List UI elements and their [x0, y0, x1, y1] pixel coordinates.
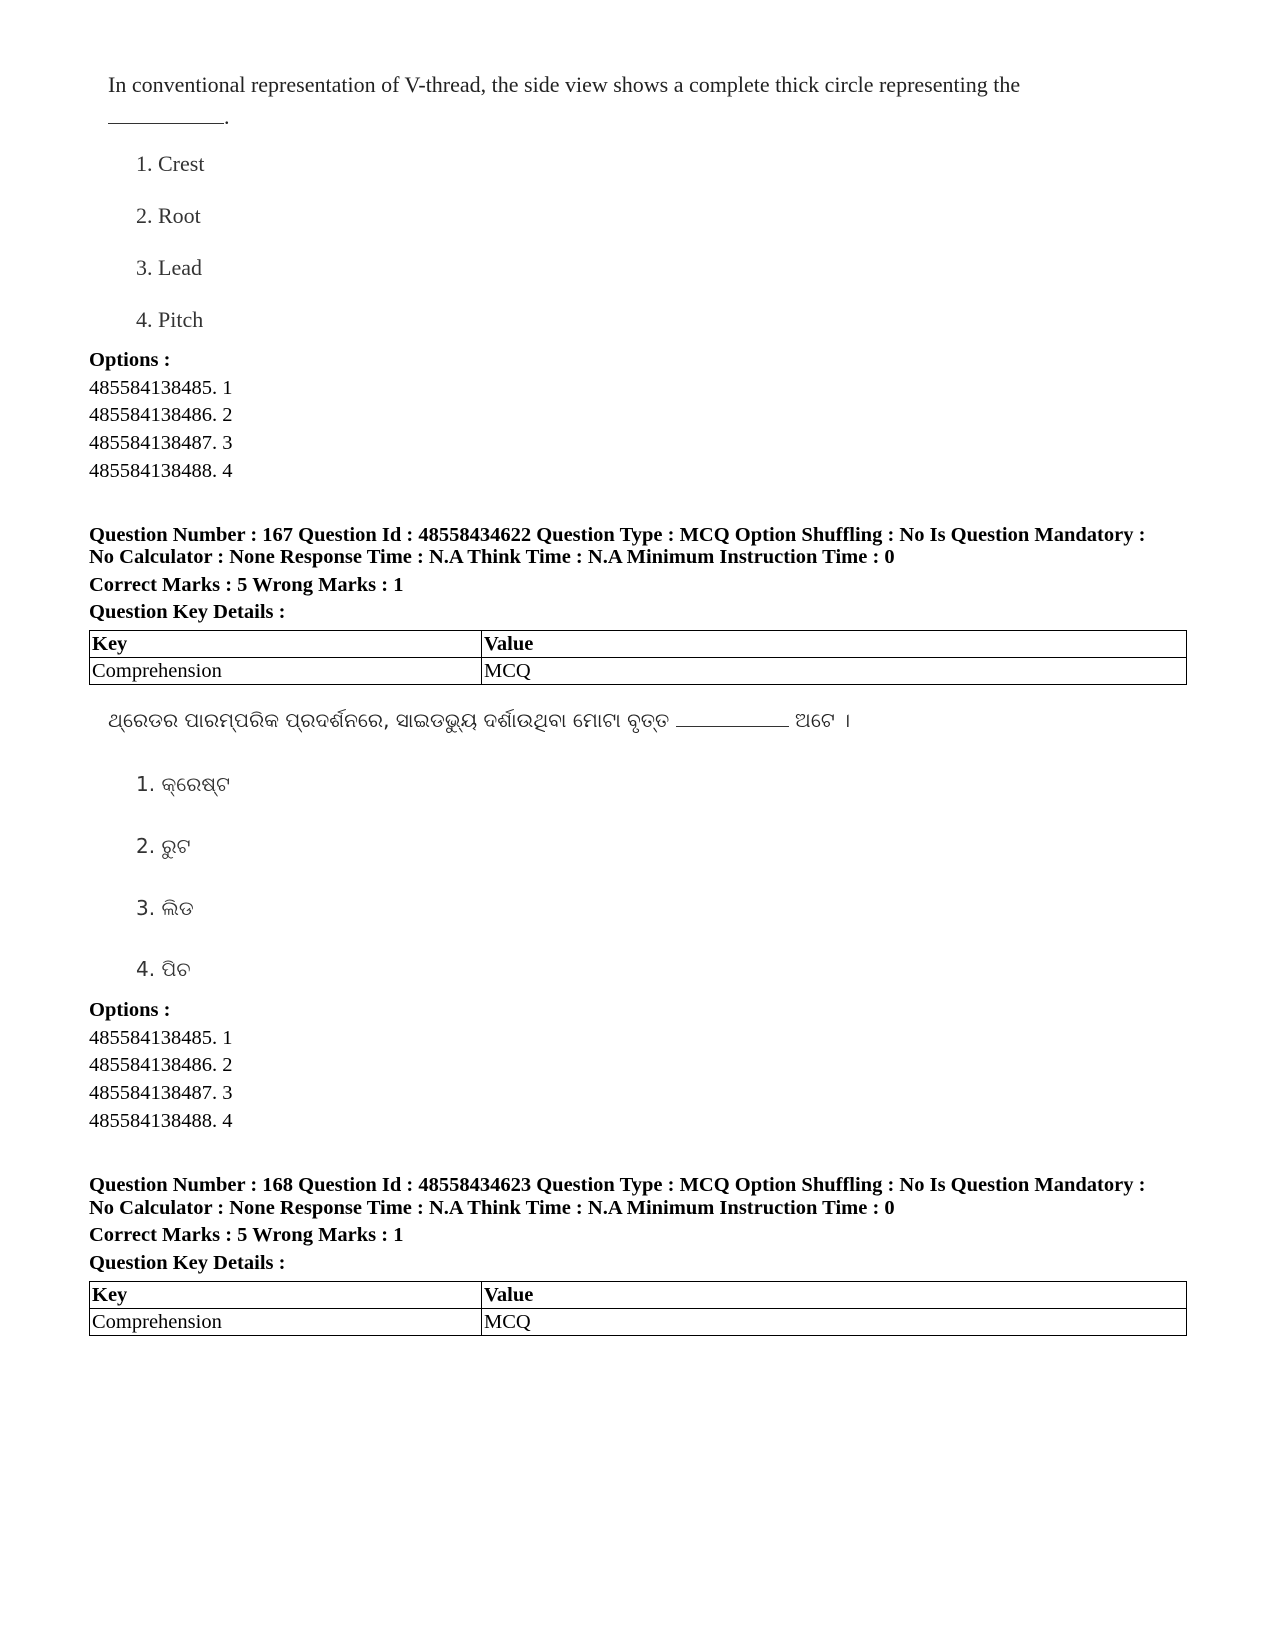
choice-item: 4. ପିଚ — [136, 957, 191, 981]
choice-item: 1. Crest — [136, 151, 205, 176]
choice-item: 3. Lead — [136, 255, 202, 280]
question-odia-main: ଥ୍ରେଡର ପାରମ୍ପରିକ ପ୍ରଦର୍ଶନରେ, ସାଇଡଭ୍ୟୁ ଦର୍ଶାଉଥିବା ମୋଟା ବୃତ୍ତ — [108, 708, 670, 732]
key-value-table — [89, 630, 1187, 685]
table-cell-key: Comprehension — [90, 658, 482, 685]
table-cell-value: MCQ — [482, 1309, 1187, 1336]
choice-item: 3. ଲିଡ — [136, 896, 194, 920]
question-blank-line — [108, 104, 230, 130]
question-meta-line: Question Number : 168 Question Id : 48558434623 Question Type : MCQ Option Shuffling : No Is Question Mandatory : — [89, 1174, 1146, 1196]
choice-item: 2. ରୁଟ — [136, 834, 191, 858]
marks-line: Correct Marks : 5 Wrong Marks : 1 — [89, 1224, 404, 1246]
option-id-line: 485584138487. 3 — [89, 1082, 233, 1104]
option-id-line: 485584138486. 2 — [89, 1054, 233, 1076]
table-header-row — [90, 631, 1187, 658]
question-meta-line: Question Number : 167 Question Id : 48558434622 Question Type : MCQ Option Shuffling : No Is Question Mandatory : — [89, 524, 1146, 546]
key-details-label: Question Key Details : — [89, 1252, 286, 1274]
option-id-line: 485584138486. 2 — [89, 404, 233, 426]
answer-blank — [108, 105, 224, 124]
option-id-line: 485584138488. 4 — [89, 460, 233, 482]
table-header-key: Key — [90, 1282, 482, 1309]
question-odia-end: ଅଟେ । — [795, 708, 851, 732]
question-text: In conventional representation of V-thread, the side view shows a complete thick circle representing the — [108, 72, 1021, 97]
table-cell-value: MCQ — [482, 658, 1187, 685]
choice-item: 1. କ୍ରେଷ୍ଟ — [136, 772, 231, 796]
key-details-label: Question Key Details : — [89, 601, 286, 623]
question-end: . — [224, 104, 230, 129]
table-row — [90, 658, 1187, 685]
options-label: Options : — [89, 999, 171, 1021]
choice-item: 2. Root — [136, 203, 201, 228]
table-header-value: Value — [482, 1282, 1187, 1309]
option-id-line: 485584138488. 4 — [89, 1110, 233, 1132]
table-header-row — [90, 1282, 1187, 1309]
table-row — [90, 1309, 1187, 1336]
table-header-key: Key — [90, 631, 482, 658]
question-meta-line: No Calculator : None Response Time : N.A Think Time : N.A Minimum Instruction Time : 0 — [89, 546, 895, 568]
key-value-table — [89, 1281, 1187, 1336]
options-label: Options : — [89, 349, 171, 371]
option-id-line: 485584138487. 3 — [89, 432, 233, 454]
choice-item: 4. Pitch — [136, 307, 204, 332]
option-id-line: 485584138485. 1 — [89, 1027, 233, 1049]
question-text-odia — [108, 708, 850, 732]
question-meta-line: No Calculator : None Response Time : N.A Think Time : N.A Minimum Instruction Time : 0 — [89, 1197, 895, 1219]
marks-line: Correct Marks : 5 Wrong Marks : 1 — [89, 574, 404, 596]
option-id-line: 485584138485. 1 — [89, 377, 233, 399]
table-header-value: Value — [482, 631, 1187, 658]
table-cell-key: Comprehension — [90, 1309, 482, 1336]
answer-blank — [676, 710, 789, 727]
